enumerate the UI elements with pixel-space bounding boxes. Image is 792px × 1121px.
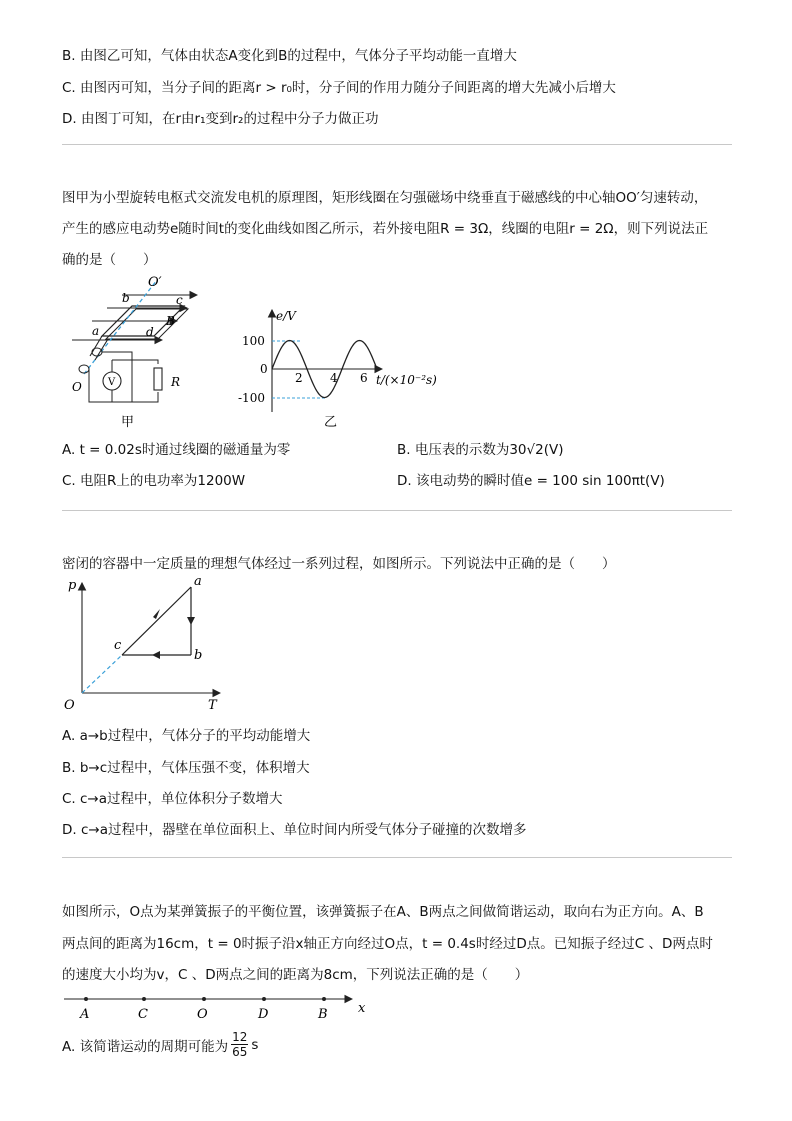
extension-line [82,655,122,693]
label-b: b [194,648,203,663]
generator-stem-line3: 确的是（ ） [62,252,157,268]
generator-option-d: D. 该电动势的瞬时值e = 100 sin 100πt(V) [397,473,665,489]
label-o: O [72,380,82,394]
voltmeter-label: V [108,377,116,388]
label-origin: O [64,698,75,713]
generator-diagram [62,274,212,434]
gas-option-c: C. c→a过程中，单位体积分子数增大 [62,791,283,807]
fraction [231,1030,248,1059]
x-tick-2: 2 [295,371,303,385]
label-a: a [194,574,202,589]
y-tick-minus100: -100 [238,391,265,405]
slip-ring [79,365,89,373]
label-d: d [146,325,154,339]
label-c: C [138,1007,148,1022]
unit: s [251,1036,259,1053]
caption-jia: 甲 [121,415,135,430]
label-b: B [318,1007,328,1022]
generator-option-b: B. 电压表的示数为30√2(V) [397,442,564,458]
spring-option-a-text: A. 该简谐运动的周期可能为 [62,1038,229,1055]
x-tick-6: 6 [360,371,368,385]
gas-stem: 密闭的容器中一定质量的理想气体经过一系列过程，如图所示。下列说法中正确的是（ ） [62,556,616,572]
y-axis-label: e/V [276,309,296,323]
point-c [142,997,146,1001]
divider [62,144,732,145]
pt-diagram [60,573,230,713]
generator-stem-line1: 图甲为小型旋转电枢式交流发电机的原理图，矩形线圈在匀强磁场中绕垂直于磁感线的中心轴OO′匀速转动， [62,190,708,206]
x-tick-4: 4 [330,371,338,385]
prev-option-d: D. 由图丁可知，在r由r₁变到r₂的过程中分子力做正功 [62,111,379,127]
prev-option-c: C. 由图丙可知，当分子间的距离r > r₀时，分子间的作用力随分子间距离的增大先减小后增大 [62,80,616,96]
label-B: B [166,314,175,328]
label-p: p [68,578,77,593]
divider [62,857,732,858]
spring-stem-line3: 的速度大小均为v，C 、D两点之间的距离为8cm，下列说法正确的是（ ） [62,967,529,983]
y-tick-100: 100 [242,334,265,348]
generator-stem-line2: 产生的感应电动势e随时间t的变化曲线如图乙所示，若外接电阻R = 3Ω，线圈的电阻r = 2Ω，则下列说法正 [62,221,709,237]
fraction-denominator: 65 [232,1045,248,1059]
y-tick-0: 0 [260,362,268,376]
point-b [322,997,326,1001]
x-axis-label: t/(×10⁻²s) [376,373,437,387]
label-x: x [358,1001,366,1016]
generator-option-c: C. 电阻R上的电功率为1200W [62,473,246,489]
process-c-a [122,587,191,655]
spring-stem-line1: 如图所示，O点为某弹簧振子的平衡位置，该弹簧振子在A、B两点之间做简谐运动，取向右为正方向。A、B [62,904,704,920]
label-a: a [92,324,100,338]
emf-time-chart [230,304,440,432]
label-d: D [258,1007,269,1022]
spring-stem-line2: 两点间的距离为16cm，t = 0时振子沿x轴正方向经过O点，t = 0.4s时经过D点。已知振子经过C 、D两点时 [62,936,713,952]
caption-yi: 乙 [324,415,338,430]
divider [62,510,732,511]
point-a [84,997,88,1001]
point-o [202,997,206,1001]
label-b: b [122,291,130,305]
point-d [262,997,266,1001]
fraction-numerator: 12 [232,1030,248,1044]
position-axis [60,990,380,1022]
gas-option-b: B. b→c过程中，气体压强不变，体积增大 [62,760,310,776]
generator-option-a: A. t = 0.02s时通过线圈的磁通量为零 [62,442,291,458]
gas-option-d: D. c→a过程中，器壁在单位面积上、单位时间内所受气体分子碰撞的次数增多 [62,822,527,838]
spring-option-a [62,1030,258,1059]
label-a: A [80,1007,90,1022]
label-o: O [197,1007,208,1022]
prev-option-b: B. 由图乙可知，气体由状态A变化到B的过程中，气体分子平均动能一直增大 [62,48,517,64]
label-o-prime: O′ [148,275,162,290]
label-c: c [114,638,122,653]
label-r: R [171,375,181,389]
label-T: T [208,698,217,713]
label-c: c [176,293,183,307]
resistor [154,368,162,390]
gas-option-a: A. a→b过程中，气体分子的平均动能增大 [62,728,311,744]
